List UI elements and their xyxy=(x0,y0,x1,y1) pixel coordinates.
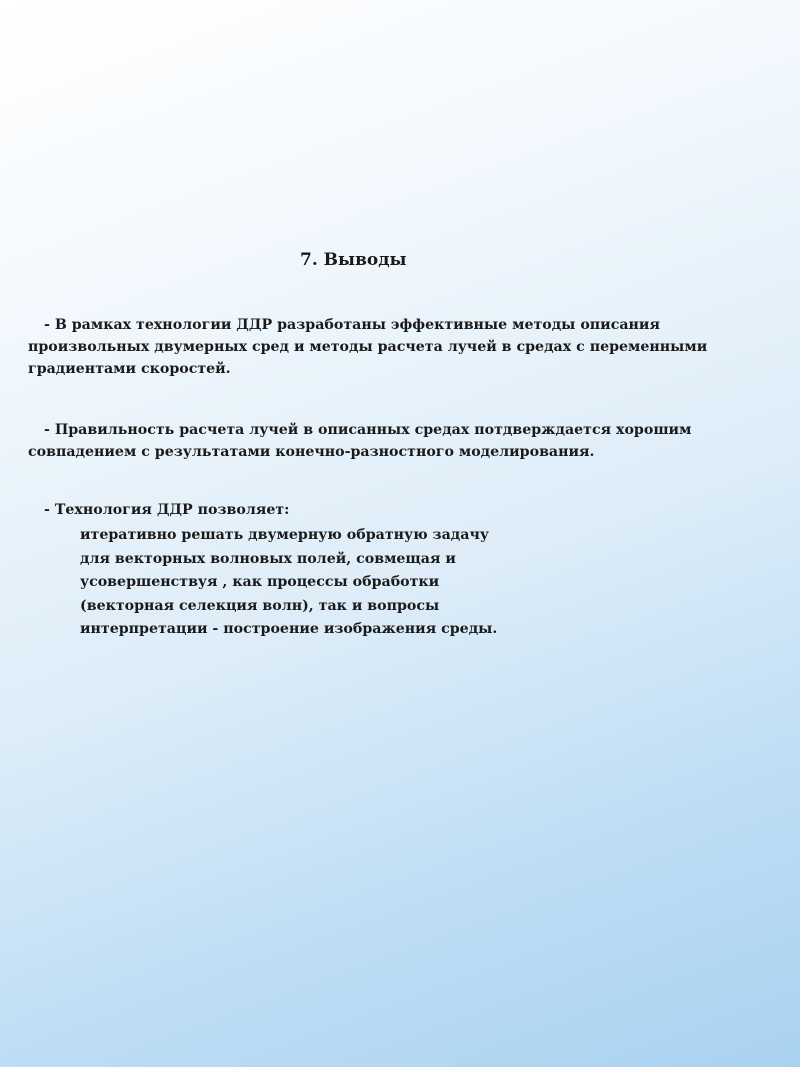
bullet-accuracy xyxy=(28,419,691,463)
bullet-line: - В рамках технологии ДДР разработаны эффективные методы описания xyxy=(44,317,660,333)
sublist-line: интерпретации - построение изображения среды. xyxy=(80,621,498,638)
bullet-line: градиентами скоростей. xyxy=(28,361,231,377)
sublist-line: (векторная селекция волн), так и вопросы xyxy=(80,597,440,614)
bullet-line: - Технология ДДР позволяет: xyxy=(44,502,290,518)
bullet-technology xyxy=(28,499,289,521)
sublist-line: итеративно решать двумерную обратную задачу xyxy=(80,527,489,543)
sublist-line: усовершенствуя , как процессы обработки xyxy=(80,574,440,591)
sublist-line: для векторных волновых полей, совмещая и xyxy=(80,550,456,567)
technology-sublist xyxy=(80,524,497,642)
bullet-line: - Правильность расчета лучей в описанных средах потдверждается хорошим xyxy=(44,422,692,438)
bullet-methods xyxy=(28,314,707,380)
slide-title: 7. Выводы xyxy=(300,250,407,270)
bullet-line: произвольных двумерных сред и методы расчета лучей в средах с переменными xyxy=(28,339,708,355)
bullet-line: совпадением с результатами конечно-разностного моделирования. xyxy=(28,444,595,460)
